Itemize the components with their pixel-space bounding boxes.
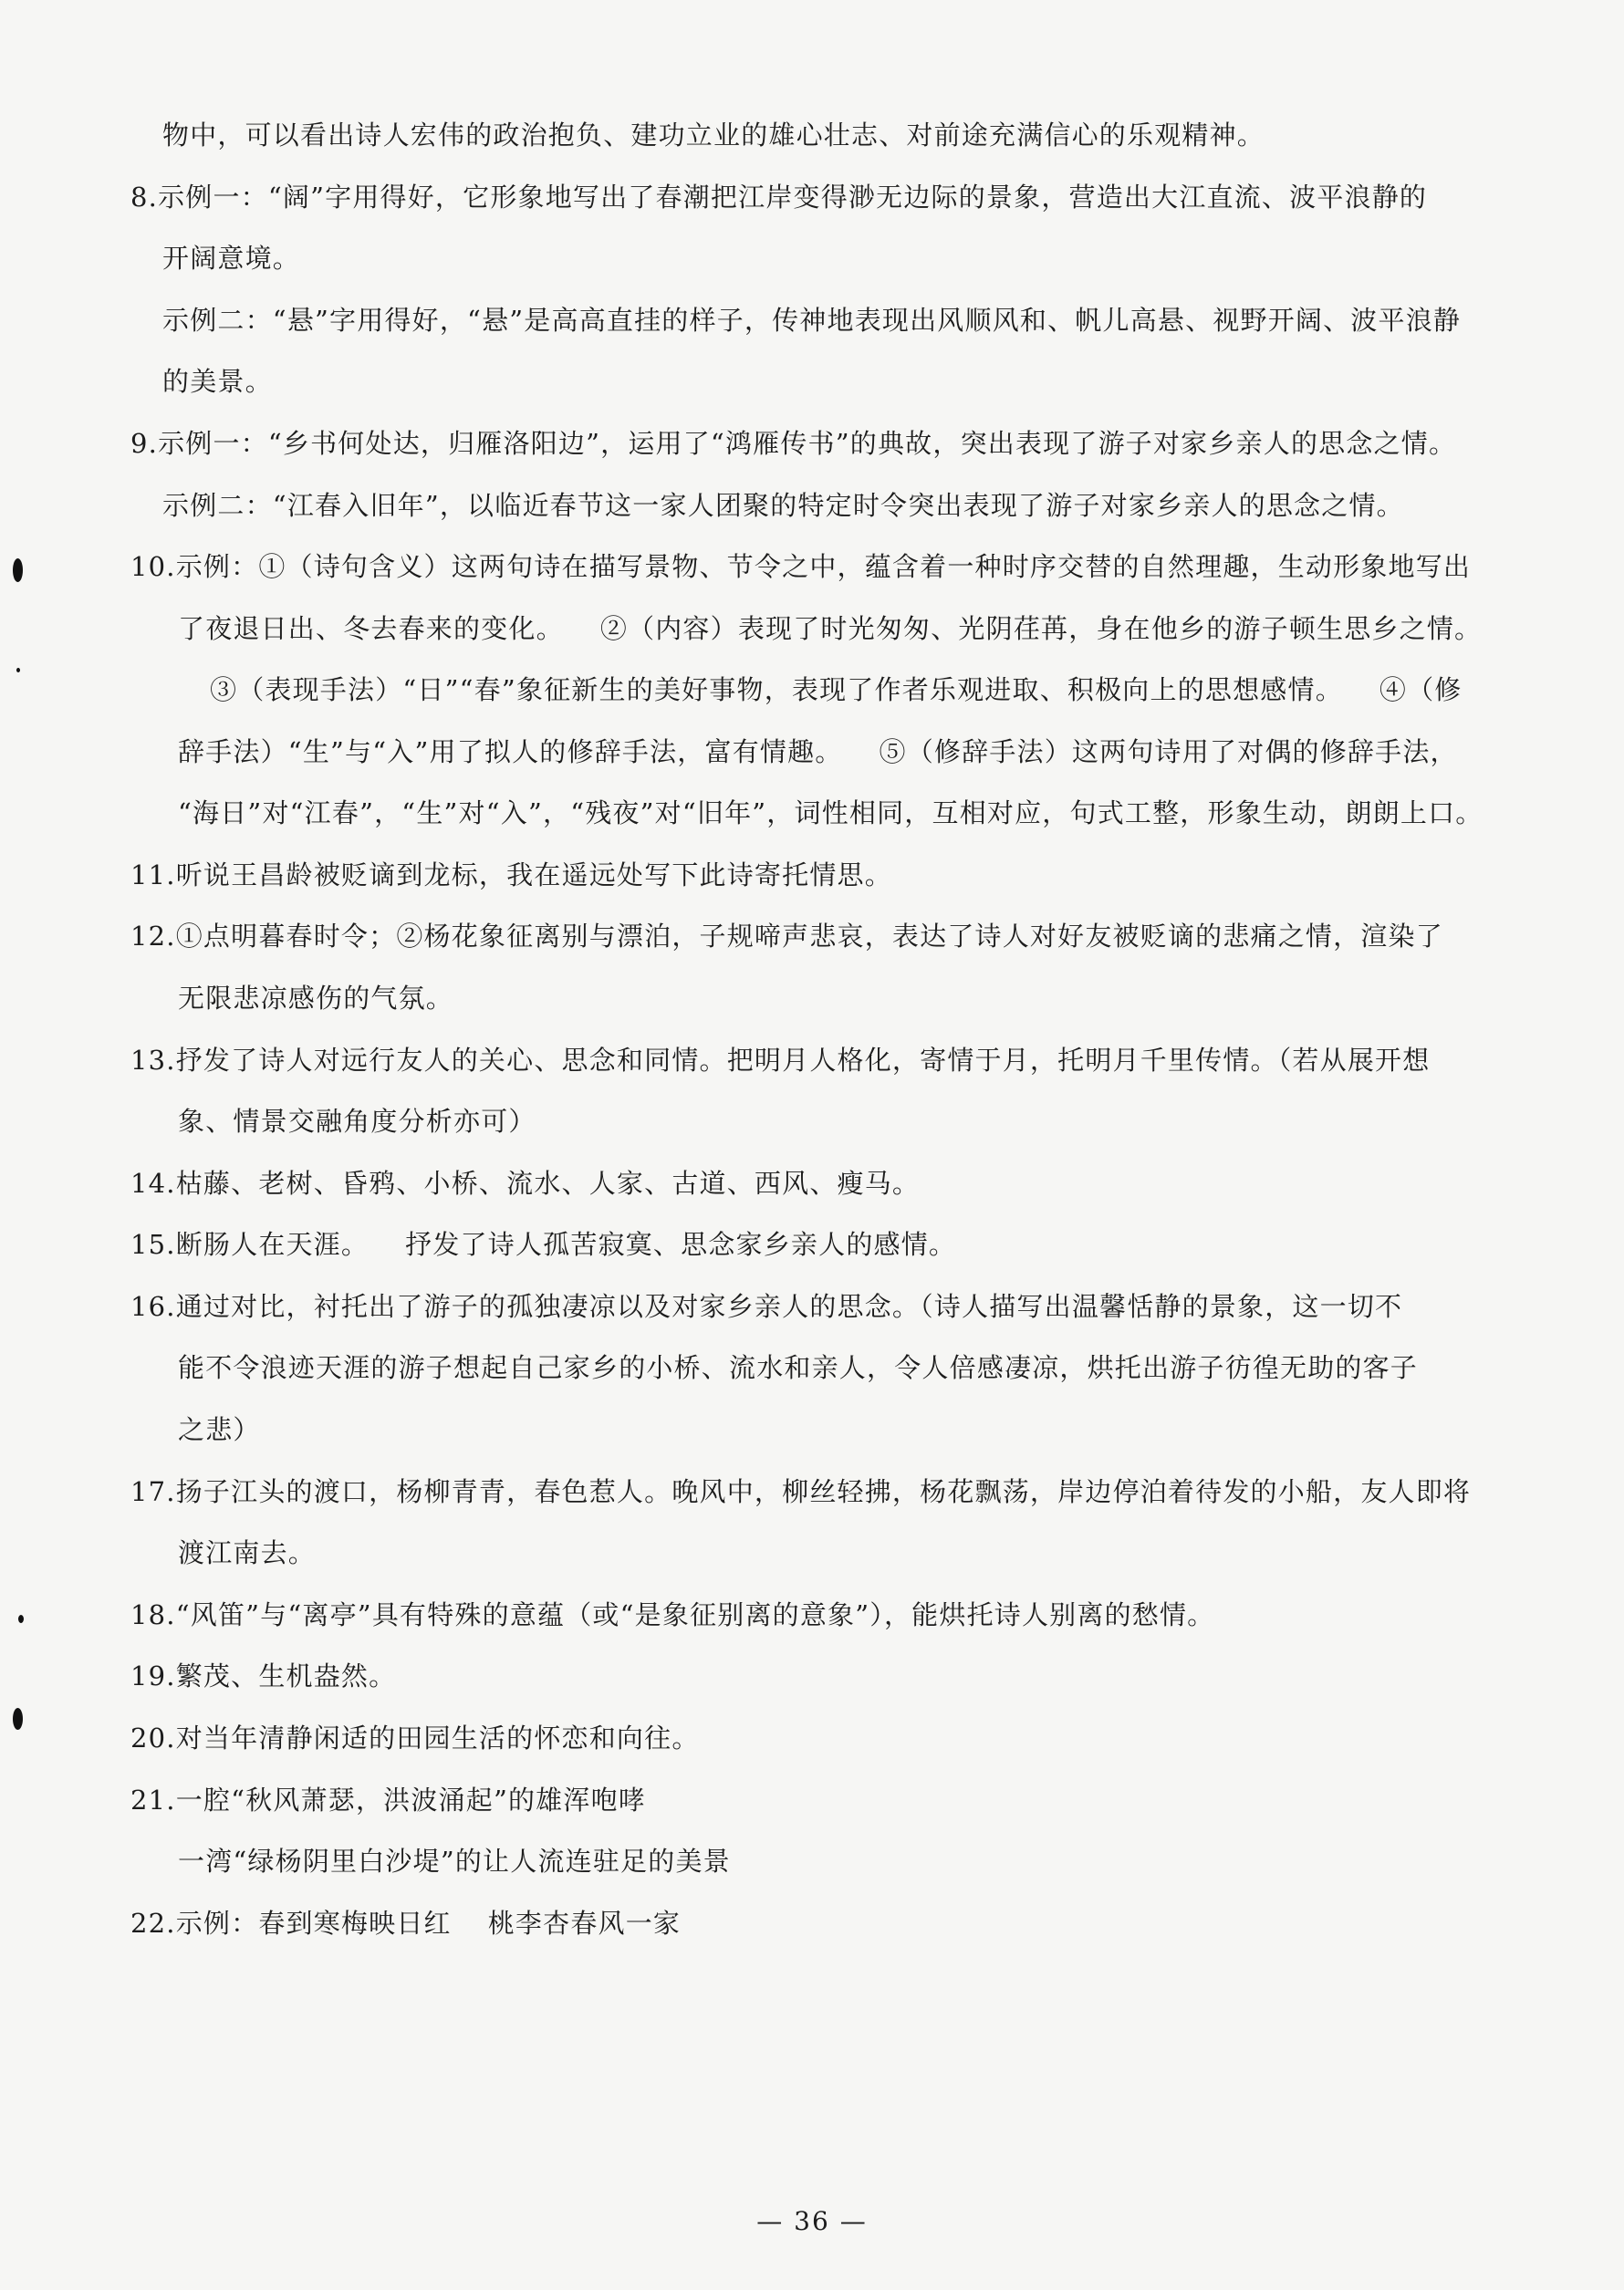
text-line: 9.示例一：“乡书何处达，归雁洛阳边”，运用了“鸿雁传书”的典故，突出表现了游子对家乡亲人的思念之情。	[130, 428, 1457, 459]
page-number: — 36 —	[756, 2206, 868, 2236]
text-line	[210, 671, 1463, 708]
text-line	[130, 1226, 956, 1263]
text-line: 渡江南去。	[178, 1537, 317, 1568]
scan-mark	[13, 558, 23, 582]
text-line: 8.示例一：“阔”字用得好，它形象地写出了春潮把江岸变得渺无边际的景象，营造出大江直流、波平浪静的	[130, 182, 1428, 213]
text-line: 16.通过对比，衬托出了游子的孤独凄凉以及对家乡亲人的思念。（诗人描写出温馨恬静的景象，这一切不	[130, 1291, 1403, 1322]
text-line: 10.示例：①（诗句含义）这两句诗在描写景物、节令之中，蕴含着一种时序交替的自然理趣，生动形象地写出	[130, 551, 1472, 582]
text-line: 20.对当年清静闲适的田园生活的怀恋和向往。	[130, 1723, 700, 1754]
text-segment: ⑤（修辞手法）这两句诗用了对偶的修辞手法，	[879, 736, 1458, 767]
text-line: 的美景。	[162, 366, 273, 397]
text-line: 21.一腔“秋风萧瑟，洪波涌起”的雄浑咆哮	[130, 1785, 646, 1816]
text-line: 示例二：“江春入旧年”，以临近春节这一家人团聚的特定时令突出表现了游子对家乡亲人的思念之情。	[162, 490, 1404, 521]
text-line	[178, 610, 1482, 647]
text-segment: 15.断肠人在天涯。	[130, 1229, 370, 1260]
text-line: 象、情景交融角度分析亦可）	[178, 1106, 536, 1137]
text-line: 能不令浪迹天涯的游子想起自己家乡的小桥、流水和亲人，令人倍感凄凉，烘托出游子彷徨无助的客子	[178, 1352, 1419, 1383]
text-segment: 抒发了诗人孤苦寂寞、思念家乡亲人的感情。	[405, 1229, 957, 1260]
text-segment: 桃李杏春风一家	[487, 1908, 682, 1939]
text-line: 之悲）	[178, 1414, 261, 1445]
text-line: 无限悲凉感伤的气氛。	[178, 983, 454, 1014]
text-line	[130, 1905, 681, 1941]
text-line: 物中，可以看出诗人宏伟的政治抱负、建功立业的雄心壮志、对前途充满信心的乐观精神。	[162, 120, 1265, 151]
text-segment: ③（表现手法）“日”“春”象征新生的美好事物，表现了作者乐观进取、积极向上的思想感情。	[210, 674, 1343, 705]
text-line: 18.“风笛”与“离亭”具有特殊的意蕴（或“是象征别离的意象”），能烘托诗人别离的愁情。	[130, 1599, 1215, 1630]
text-line: 示例二：“悬”字用得好，“悬”是高高直挂的样子，传神地表现出风顺风和、帆儿高悬、视野开阔、波平浪静	[162, 305, 1462, 336]
text-line: 开阔意境。	[162, 243, 301, 274]
text-line: 14.枯藤、老树、昏鸦、小桥、流水、人家、古道、西风、瘦马。	[130, 1168, 921, 1199]
scan-mark	[18, 1615, 24, 1623]
text-segment: ④（修	[1379, 674, 1463, 705]
text-line: 19.繁茂、生机盎然。	[130, 1660, 397, 1691]
text-segment: 22.示例：春到寒梅映日红	[130, 1908, 452, 1939]
text-line: 17.扬子江头的渡口，杨柳青青，春色惹人。晚风中，柳丝轻拂，杨花飘荡，岸边停泊着待发的小船，友人即将	[130, 1476, 1472, 1507]
text-line: 12.①点明暮春时令；②杨花象征离别与漂泊，子规啼声悲哀，表达了诗人对好友被贬谪的悲痛之情，渲染了	[130, 921, 1443, 952]
scan-mark	[16, 668, 20, 672]
text-line: “海日”对“江春”，“生”对“入”，“残夜”对“旧年”，词性相同，互相对应，句式工整，形象生动，朗朗上口。	[178, 797, 1483, 828]
text-segment: 了夜退日出、冬去春来的变化。	[178, 613, 564, 644]
text-segment: ②（内容）表现了时光匆匆、光阴荏苒，身在他乡的游子顿生思乡之情。	[599, 613, 1483, 644]
scan-mark	[13, 1708, 23, 1730]
text-segment: 辞手法）“生”与“入”用了拟人的修辞手法，富有情趣。	[178, 736, 843, 767]
text-line: 11.听说王昌龄被贬谪到龙标，我在遥远处写下此诗寄托情思。	[130, 859, 892, 890]
text-line	[178, 734, 1458, 770]
text-line: 13.抒发了诗人对远行友人的关心、思念和同情。把明月人格化，寄情于月，托明月千里传情。（若从展开想	[130, 1045, 1431, 1076]
text-line: 一湾“绿杨阴里白沙堤”的让人流连驻足的美景	[178, 1846, 731, 1877]
